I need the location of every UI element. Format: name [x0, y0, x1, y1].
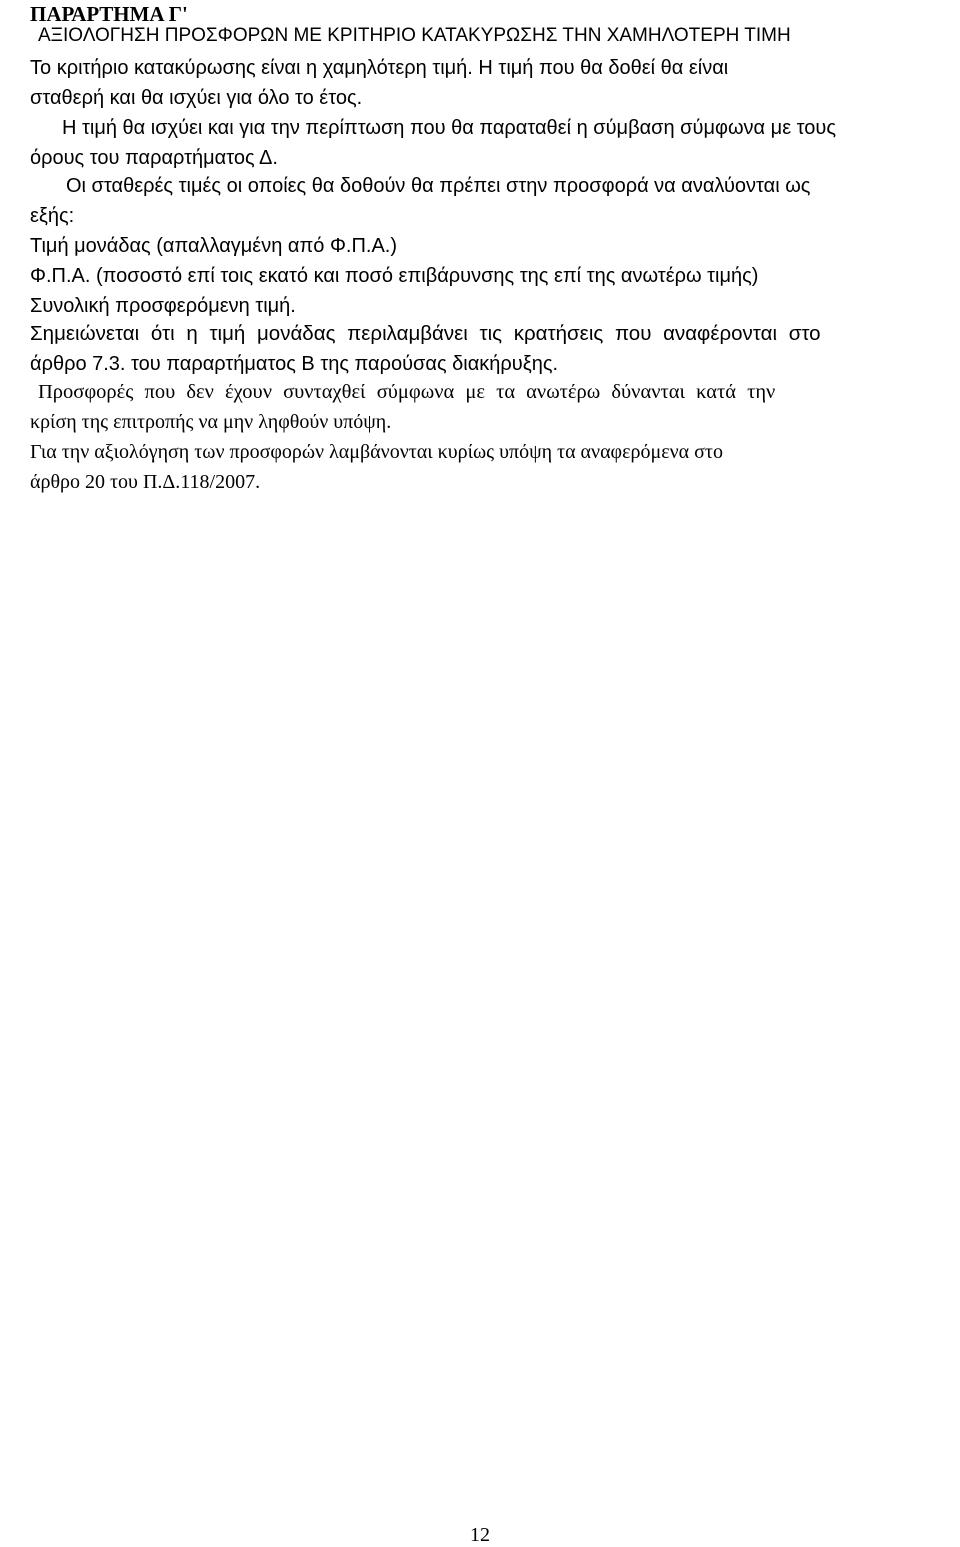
paragraph-5-line-1: Προσφορές που δεν έχουν συνταχθεί σύμφωνα με τα ανωτέρω δύνανται κατά την [38, 381, 776, 403]
paragraph-6-line-1: Για την αξιολόγηση των προσφορών λαμβάνονται κυρίως υπόψη τα αναφερόμενα στο [30, 441, 723, 463]
annex-subtitle: ΑΞΙΟΛΟΓΗΣΗ ΠΡΟΣΦΟΡΩΝ ΜΕ ΚΡΙΤΗΡΙΟ ΚΑΤΑΚΥΡΩΣΗΣ ΤΗΝ ΧΑΜΗΛΟΤΕΡΗ ΤΙΜΗ [38, 25, 791, 46]
paragraph-3-line-1: Οι σταθερές τιμές οι οποίες θα δοθούν θα πρέπει στην προσφορά να αναλύονται ως [66, 175, 811, 197]
paragraph-1-line-2: σταθερή και θα ισχύει για όλο το έτος. [30, 87, 363, 109]
paragraph-4-line-2: άρθρο 7.3. του παραρτήματος Β της παρούσας διακήρυξης. [30, 353, 559, 375]
paragraph-4-line-1: Σημειώνεται ότι η τιμή μονάδας περιλαμβάνει τις κρατήσεις που αναφέρονται στο [30, 322, 821, 345]
paragraph-2-line-1: Η τιμή θα ισχύει και για την περίπτωση που θα παραταθεί η σύμβαση σύμφωνα με τους [62, 117, 836, 139]
list-item-total-price: Συνολική προσφερόμενη τιμή. [30, 295, 296, 317]
page-number: 12 [470, 1524, 490, 1546]
paragraph-3-line-2: εξής: [30, 205, 75, 227]
list-item-vat: Φ.Π.Α. (ποσοστό επί τοις εκατό και ποσό επιβάρυνσης της επί της ανωτέρω τιμής) [30, 265, 759, 287]
annex-title: ΠΑΡΑΡΤΗΜΑ Γ' [30, 2, 188, 26]
paragraph-1-text: Το κριτήριο κατακύρωσης είναι η χαμηλότερη τιμή. Η τιμή που θα δοθεί θα είναι [30, 57, 729, 79]
paragraph-1-line-1 [30, 56, 936, 80]
list-item-unit-price: Τιμή μονάδας (απαλλαγμένη από Φ.Π.Α.) [30, 235, 398, 257]
paragraph-6-line-2: άρθρο 20 του Π.Δ.118/2007. [30, 471, 261, 493]
paragraph-5-line-2: κρίση της επιτροπής να μην ληφθούν υπόψη. [30, 411, 392, 433]
paragraph-2-line-2: όρους του παραρτήματος Δ. [30, 147, 278, 169]
